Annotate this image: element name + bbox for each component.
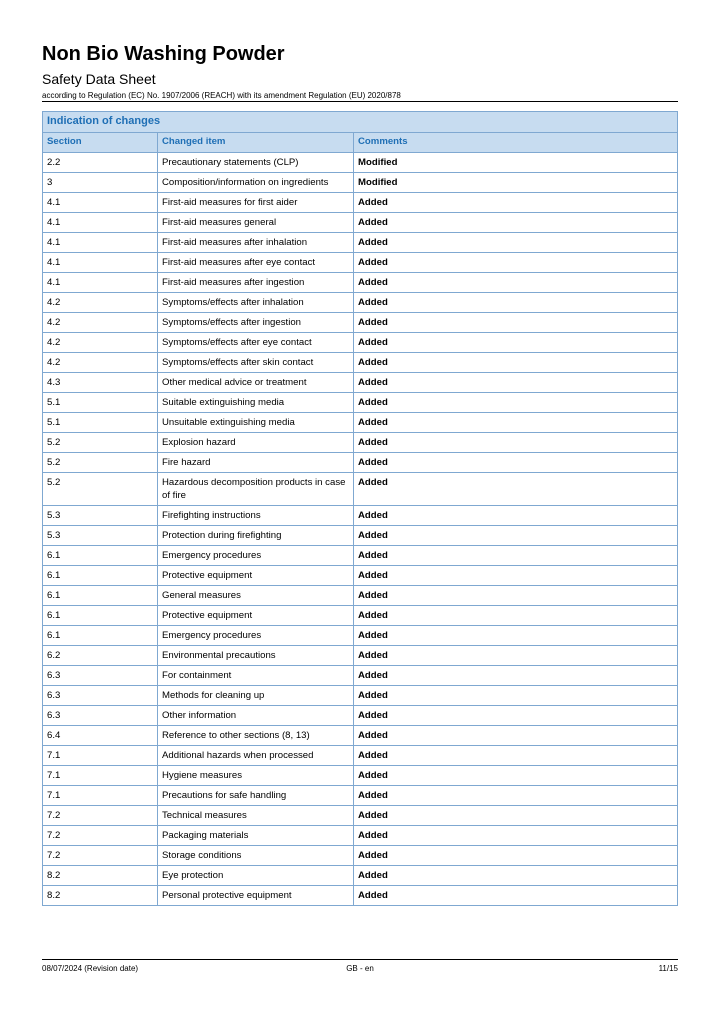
cell-comment: Added xyxy=(354,786,678,806)
document-header xyxy=(42,42,678,101)
cell-comment: Added xyxy=(354,453,678,473)
header-divider xyxy=(42,101,678,102)
cell-section: 5.3 xyxy=(43,506,158,526)
cell-comment: Modified xyxy=(354,173,678,193)
column-header-comments: Comments xyxy=(354,133,678,153)
cell-section: 6.3 xyxy=(43,686,158,706)
cell-comment: Added xyxy=(354,566,678,586)
cell-comment: Added xyxy=(354,746,678,766)
footer-divider xyxy=(42,959,678,960)
table-row xyxy=(43,506,678,526)
cell-changed-item: Eye protection xyxy=(158,866,354,886)
cell-changed-item: Precautions for safe handling xyxy=(158,786,354,806)
cell-changed-item: Hygiene measures xyxy=(158,766,354,786)
cell-section: 4.2 xyxy=(43,353,158,373)
cell-changed-item: Symptoms/effects after skin contact xyxy=(158,353,354,373)
cell-changed-item: First-aid measures for first aider xyxy=(158,193,354,213)
table-row xyxy=(43,413,678,433)
table-row xyxy=(43,433,678,453)
cell-comment: Added xyxy=(354,333,678,353)
cell-section: 5.1 xyxy=(43,393,158,413)
cell-changed-item: Technical measures xyxy=(158,806,354,826)
cell-comment: Added xyxy=(354,193,678,213)
table-row xyxy=(43,373,678,393)
table-row xyxy=(43,786,678,806)
cell-section: 7.1 xyxy=(43,746,158,766)
cell-section: 3 xyxy=(43,173,158,193)
cell-section: 7.2 xyxy=(43,806,158,826)
cell-changed-item: General measures xyxy=(158,586,354,606)
cell-changed-item: Protective equipment xyxy=(158,566,354,586)
cell-changed-item: First-aid measures after eye contact xyxy=(158,253,354,273)
page-footer xyxy=(42,964,678,974)
cell-comment: Added xyxy=(354,526,678,546)
cell-comment: Added xyxy=(354,473,678,506)
cell-changed-item: Methods for cleaning up xyxy=(158,686,354,706)
cell-changed-item: Personal protective equipment xyxy=(158,886,354,906)
cell-comment: Added xyxy=(354,846,678,866)
cell-changed-item: Precautionary statements (CLP) xyxy=(158,153,354,173)
cell-section: 4.2 xyxy=(43,333,158,353)
regulation-note: according to Regulation (EC) No. 1907/2006 (REACH) with its amendment Regulation (EU) 2020/878 xyxy=(42,91,401,100)
cell-changed-item: First-aid measures after inhalation xyxy=(158,233,354,253)
cell-comment: Added xyxy=(354,213,678,233)
cell-comment: Added xyxy=(354,506,678,526)
cell-comment: Added xyxy=(354,233,678,253)
cell-section: 5.1 xyxy=(43,413,158,433)
table-row xyxy=(43,766,678,786)
table-row xyxy=(43,473,678,506)
cell-comment: Added xyxy=(354,606,678,626)
table-row xyxy=(43,606,678,626)
cell-section: 6.4 xyxy=(43,726,158,746)
table-row xyxy=(43,826,678,846)
cell-section: 6.2 xyxy=(43,646,158,666)
table-row xyxy=(43,313,678,333)
cell-changed-item: Other medical advice or treatment xyxy=(158,373,354,393)
table-row xyxy=(43,646,678,666)
cell-comment: Modified xyxy=(354,153,678,173)
table-row xyxy=(43,726,678,746)
cell-changed-item: Reference to other sections (8, 13) xyxy=(158,726,354,746)
table-row xyxy=(43,233,678,253)
revision-date: 08/07/2024 (Revision date) xyxy=(42,964,139,973)
cell-comment: Added xyxy=(354,626,678,646)
language-locale: GB - en xyxy=(346,964,374,973)
cell-changed-item: Hazardous decomposition products in case of fire xyxy=(158,473,354,506)
document-subtitle: Safety Data Sheet xyxy=(42,71,156,87)
cell-section: 6.1 xyxy=(43,606,158,626)
cell-comment: Added xyxy=(354,586,678,606)
table-row xyxy=(43,153,678,173)
cell-section: 8.2 xyxy=(43,886,158,906)
table-row xyxy=(43,666,678,686)
cell-section: 6.1 xyxy=(43,586,158,606)
cell-section: 7.1 xyxy=(43,786,158,806)
cell-section: 2.2 xyxy=(43,153,158,173)
cell-changed-item: Suitable extinguishing media xyxy=(158,393,354,413)
cell-comment: Added xyxy=(354,866,678,886)
cell-comment: Added xyxy=(354,413,678,433)
cell-comment: Added xyxy=(354,826,678,846)
cell-comment: Added xyxy=(354,686,678,706)
table-row xyxy=(43,686,678,706)
cell-section: 5.3 xyxy=(43,526,158,546)
cell-comment: Added xyxy=(354,666,678,686)
cell-comment: Added xyxy=(354,273,678,293)
cell-comment: Added xyxy=(354,393,678,413)
cell-comment: Added xyxy=(354,253,678,273)
cell-comment: Added xyxy=(354,433,678,453)
cell-section: 7.2 xyxy=(43,846,158,866)
cell-section: 7.2 xyxy=(43,826,158,846)
page-number: 11/15 xyxy=(658,964,678,973)
table-row xyxy=(43,333,678,353)
cell-changed-item: For containment xyxy=(158,666,354,686)
cell-section: 4.3 xyxy=(43,373,158,393)
cell-section: 5.2 xyxy=(43,433,158,453)
table-row xyxy=(43,213,678,233)
cell-section: 5.2 xyxy=(43,473,158,506)
column-header-changed-item: Changed item xyxy=(158,133,354,153)
table-row xyxy=(43,566,678,586)
table-row xyxy=(43,193,678,213)
cell-section: 4.1 xyxy=(43,233,158,253)
table-row xyxy=(43,706,678,726)
cell-section: 6.3 xyxy=(43,666,158,686)
cell-section: 7.1 xyxy=(43,766,158,786)
table-row xyxy=(43,546,678,566)
cell-comment: Added xyxy=(354,646,678,666)
changes-table-caption: Indication of changes xyxy=(43,112,678,133)
cell-changed-item: Protective equipment xyxy=(158,606,354,626)
table-row xyxy=(43,353,678,373)
cell-comment: Added xyxy=(354,726,678,746)
cell-changed-item: First-aid measures after ingestion xyxy=(158,273,354,293)
table-row xyxy=(43,253,678,273)
cell-section: 6.3 xyxy=(43,706,158,726)
cell-section: 4.1 xyxy=(43,273,158,293)
cell-comment: Added xyxy=(354,546,678,566)
cell-changed-item: Explosion hazard xyxy=(158,433,354,453)
table-row xyxy=(43,746,678,766)
table-row xyxy=(43,886,678,906)
cell-section: 4.1 xyxy=(43,213,158,233)
cell-changed-item: Fire hazard xyxy=(158,453,354,473)
document-title: Non Bio Washing Powder xyxy=(42,43,285,65)
table-row xyxy=(43,393,678,413)
table-row xyxy=(43,626,678,646)
cell-changed-item: Additional hazards when processed xyxy=(158,746,354,766)
table-row xyxy=(43,586,678,606)
cell-section: 8.2 xyxy=(43,866,158,886)
cell-changed-item: Emergency procedures xyxy=(158,546,354,566)
cell-section: 4.1 xyxy=(43,253,158,273)
changes-table-body xyxy=(43,153,678,906)
cell-changed-item: Protection during firefighting xyxy=(158,526,354,546)
cell-section: 4.2 xyxy=(43,313,158,333)
cell-comment: Added xyxy=(354,766,678,786)
cell-changed-item: Symptoms/effects after ingestion xyxy=(158,313,354,333)
cell-comment: Added xyxy=(354,806,678,826)
cell-changed-item: Environmental precautions xyxy=(158,646,354,666)
cell-comment: Added xyxy=(354,313,678,333)
cell-changed-item: Symptoms/effects after inhalation xyxy=(158,293,354,313)
cell-section: 4.2 xyxy=(43,293,158,313)
table-row xyxy=(43,526,678,546)
cell-section: 5.2 xyxy=(43,453,158,473)
table-row xyxy=(43,453,678,473)
cell-comment: Added xyxy=(354,706,678,726)
table-row xyxy=(43,293,678,313)
cell-comment: Added xyxy=(354,293,678,313)
column-header-section: Section xyxy=(43,133,158,153)
cell-changed-item: Firefighting instructions xyxy=(158,506,354,526)
cell-changed-item: Storage conditions xyxy=(158,846,354,866)
table-row xyxy=(43,806,678,826)
table-header-row xyxy=(43,133,678,153)
cell-section: 6.1 xyxy=(43,626,158,646)
cell-changed-item: Packaging materials xyxy=(158,826,354,846)
table-row xyxy=(43,846,678,866)
cell-section: 6.1 xyxy=(43,566,158,586)
cell-comment: Added xyxy=(354,373,678,393)
table-row xyxy=(43,866,678,886)
cell-comment: Added xyxy=(354,886,678,906)
cell-changed-item: Emergency procedures xyxy=(158,626,354,646)
table-row xyxy=(43,173,678,193)
cell-changed-item: Unsuitable extinguishing media xyxy=(158,413,354,433)
cell-changed-item: Other information xyxy=(158,706,354,726)
table-row xyxy=(43,273,678,293)
cell-changed-item: Symptoms/effects after eye contact xyxy=(158,333,354,353)
cell-changed-item: First-aid measures general xyxy=(158,213,354,233)
changes-table xyxy=(42,111,678,906)
cell-section: 6.1 xyxy=(43,546,158,566)
cell-changed-item: Composition/information on ingredients xyxy=(158,173,354,193)
cell-section: 4.1 xyxy=(43,193,158,213)
cell-comment: Added xyxy=(354,353,678,373)
